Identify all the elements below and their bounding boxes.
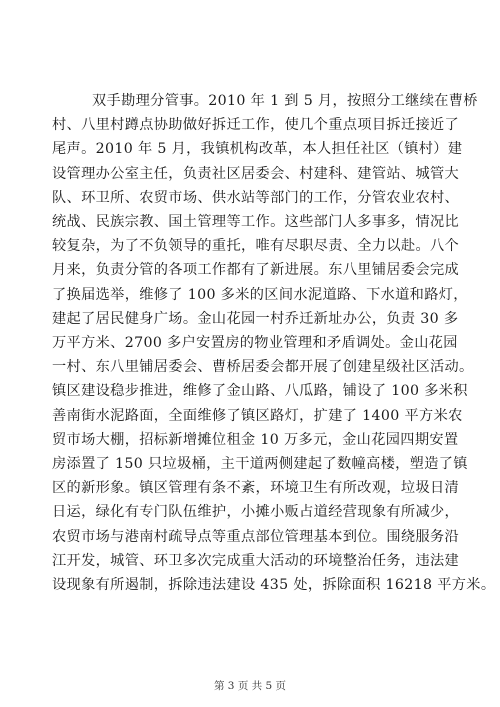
paragraph-line: 月来，负责分管的各项工作都有了新进展。东八里铺居委会完成 xyxy=(52,262,460,279)
paragraph-line: 村、八里村蹲点协助做好拆迁工作，使几个重点项目拆迁接近了 xyxy=(52,117,460,134)
paragraph-line: 区的新形象。镇区管理有条不紊，环境卫生有所改观，垃圾日清 xyxy=(52,480,460,497)
paragraph-line: 日运，绿化有专门队伍维护，小摊小贩占道经营现象有所减少， xyxy=(52,504,460,521)
paragraph-line: 统战、民族宗教、国土管理等工作。这些部门人多事多，情况比 xyxy=(52,214,460,231)
paragraph-line: 镇区建设稳步推进，维修了金山路、八瓜路，铺设了 100 多米积 xyxy=(52,383,468,400)
paragraph-line: 贸市场大棚，招标新增摊位租金 10 万多元，金山花园四期安置 xyxy=(52,431,459,448)
paragraph-line: 江开发，城管、环卫多次完成重大活动的环境整治任务，违法建 xyxy=(52,552,460,569)
paragraph-line: 设现象有所遏制，拆除违法建设 435 处，拆除面积 16218 平方米。 xyxy=(52,577,496,594)
paragraph-line: 较复杂，为了不负领导的重托，唯有尽职尽责、全力以赴。八个 xyxy=(52,238,460,255)
paragraph-line: 善南街水泥路面，全面维修了镇区路灯，扩建了 1400 平方米农 xyxy=(52,407,463,424)
paragraph-line: 万平方米、2700 多户安置房的物业管理和矛盾调处。金山花园 xyxy=(52,335,458,352)
paragraph-line: 农贸市场与港南村疏导点等重点部位管理基本到位。围绕服务沿 xyxy=(52,528,460,545)
page-number-footer: 第 3 页 共 5 页 xyxy=(213,680,287,692)
paragraph-line: 一村、东八里铺居委会、曹桥居委会都开展了创建星级社区活动。 xyxy=(52,359,474,376)
paragraph-line: 设管理办公室主任，负责社区居委会、村建科、建管站、城管大 xyxy=(52,165,460,182)
paragraph-line: 尾声。2010 年 5 月，我镇机构改革，本人担任社区（镇村）建 xyxy=(52,141,463,158)
paragraph-line: 双手勘理分管事。2010 年 1 到 5 月，按照分工继续在曹桥 xyxy=(92,93,478,109)
paragraph-line: 房添置了 150 只垃圾桶，主干道两侧建起了数幢高楼，塑造了镇 xyxy=(52,456,468,473)
paragraph-line: 队、环卫所、农贸市场、供水站等部门的工作，分管农业农村、 xyxy=(52,189,460,206)
paragraph-line: 建起了居民健身广场。金山花园一村乔迁新址办公，负责 30 多 xyxy=(52,310,459,327)
body-paragraph xyxy=(52,89,496,597)
paragraph-line: 了换届选举，维修了 100 多米的区间水泥道路、下水道和路灯， xyxy=(52,286,468,303)
